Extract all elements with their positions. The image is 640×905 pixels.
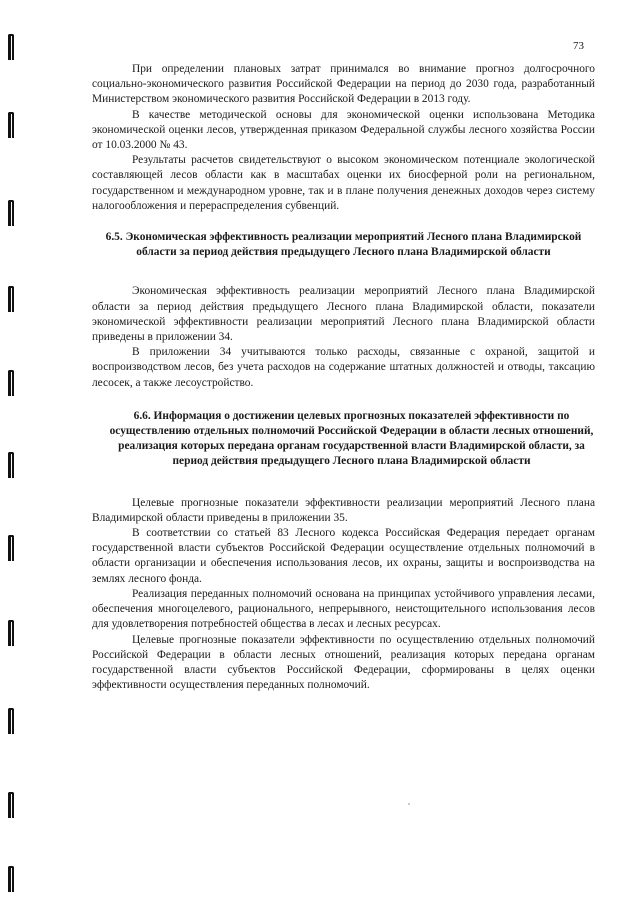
binding-mark-icon	[8, 620, 14, 646]
section-heading-6-6: 6.6. Информация о достижении целевых прогнозных показателей эффективности по осуществлению отдельных полномочий Российской Федерации в области лесных отношений, реализация которых передана органам государственной власти Владимирской области, за период действия предыдущего Лесного плана Владимирской области	[109, 409, 594, 468]
page-number: 73	[573, 40, 584, 52]
binding-mark-icon	[8, 452, 14, 478]
document-body	[92, 62, 595, 693]
binding-mark-icon	[8, 708, 14, 734]
paragraph: В соответствии со статьей 83 Лесного кодекса Российская Федерация передает органам государственной власти субъектов Российской Федерации осуществление отдельных полномочий в области организации и обеспечения использования лесов, их охраны, защиты и воспроизводства на землях лесного фонда.	[92, 527, 595, 585]
binding-holes	[8, 0, 22, 905]
paragraph: Результаты расчетов свидетельствуют о высоком экономическом потенциале экологической составляющей лесов области как в масштабах оценки их биосферной роли на региональном, государственном и международном уровне, так и в плане получения денежных доходов через систему налогообложения и перераспределения субвенций.	[92, 154, 595, 212]
binding-mark-icon	[8, 34, 14, 60]
paragraph: Целевые прогнозные показатели эффективности реализации мероприятий Лесного плана Владимирской области приведены в приложении 35.	[92, 496, 595, 524]
paragraph: Реализация переданных полномочий основана на принципах устойчивого управления лесами, обеспечения многоцелевого, рационального, непрерывного, неистощительного использования лесов для удовлетворения потребностей общества в лесах и лесных ресурсах.	[92, 587, 595, 631]
paragraph: При определении плановых затрат принимался во внимание прогноз долгосрочного социально-экономического развития Российской Федерации на период до 2030 года, разработанный Министерством экономического развития Российской Федерации в 2013 году.	[92, 63, 595, 106]
paragraph: Экономическая эффективность реализации мероприятий Лесного плана Владимирской области за период действия предыдущего Лесного плана Владимирской области, показатели экономической эффективности реализации мероприятий Лесного плана Владимирской области приведены в приложении 34.	[92, 285, 595, 344]
binding-mark-icon	[8, 866, 14, 892]
binding-mark-icon	[8, 535, 14, 561]
binding-mark-icon	[8, 370, 14, 396]
binding-mark-icon	[8, 112, 14, 138]
binding-mark-icon	[8, 286, 14, 312]
binding-mark-icon	[8, 200, 14, 226]
paragraph: В качестве методической основы для экономической оценки использована Методика экономической оценки лесов, утвержденная приказом Федеральной службы лесного хозяйства России от 10.03.2000 № 43.	[92, 108, 595, 152]
paragraph: Целевые прогнозные показатели эффективности по осуществлению отдельных полномочий Российской Федерации в области лесных отношений, реализация которых передана органам государственной власти субъектов Российской Федерации, сформированы в целях оценки эффективности осуществления переданных полномочий.	[92, 633, 595, 692]
paragraph: В приложении 34 учитываются только расходы, связанные с охраной, защитой и воспроизводством лесов, без учета расходов на содержание штатных должностей и отводы, таксацию лесосек, а также лесоустройство.	[92, 346, 595, 389]
binding-mark-icon	[8, 792, 14, 818]
section-heading-6-5: 6.5. Экономическая эффективность реализации мероприятий Лесного плана Владимирской области за период действия предыдущего Лесного плана Владимирской области	[105, 231, 582, 259]
scan-speck	[408, 803, 410, 805]
